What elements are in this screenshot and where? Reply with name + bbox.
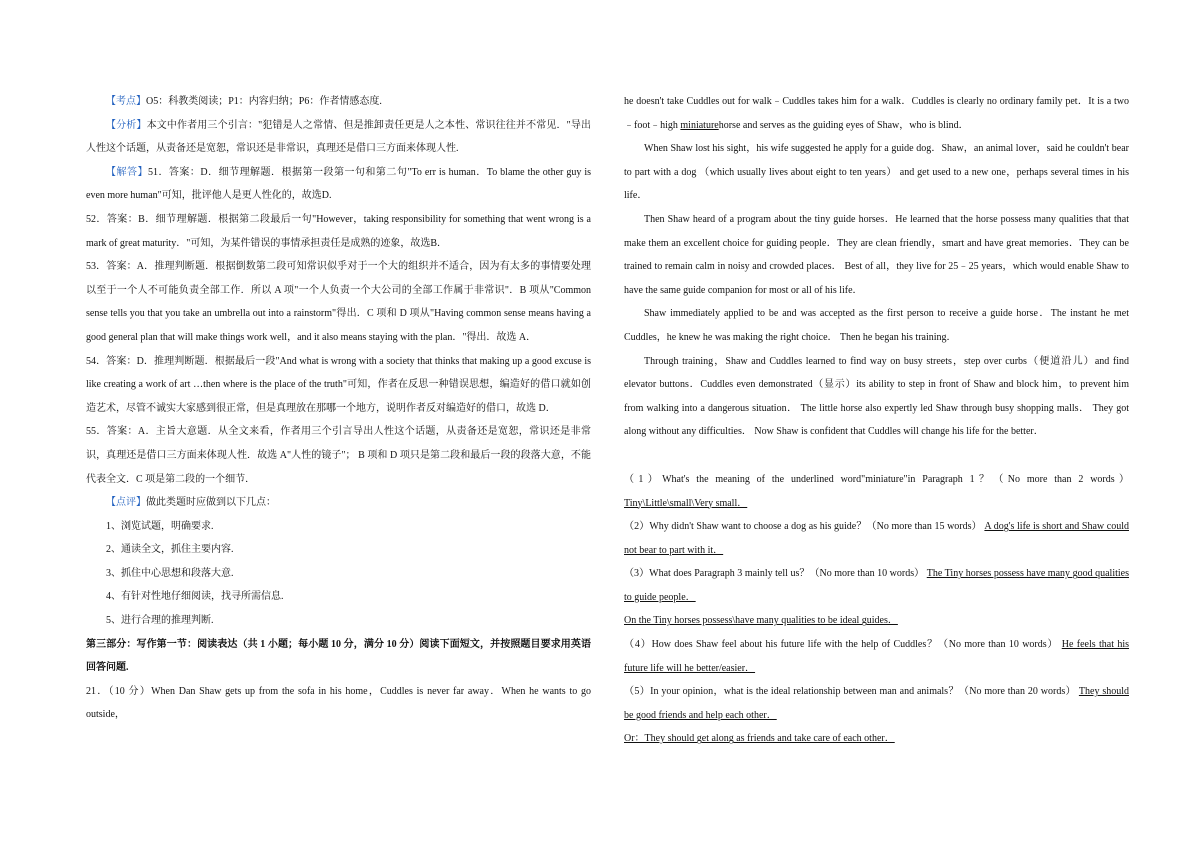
answer-5-alternative: Or：They should get along as friends and take care of each other． xyxy=(624,733,895,745)
question-3-text: （3）What does Paragraph 3 mainly tell us？（No more than 10 words） xyxy=(624,568,925,580)
p1-after: horse and serves as the guiding eyes of Shaw，who is blind． xyxy=(718,119,969,131)
dianping-text: 做此类题时应做到以下几点： xyxy=(146,497,276,509)
question-21-start: 21．（10 分）When Dan Shaw gets up from the sofa in his home，Cuddles is never far away．When he wants to go outside， xyxy=(86,685,591,721)
answer-5-alt xyxy=(624,727,1129,751)
jieda-paragraph xyxy=(86,161,591,208)
left-column xyxy=(86,90,591,727)
answer-2: A dog's life is short and Shaw could not bear to part with it． xyxy=(624,521,1129,556)
answer-53: 53．答案：A．推理判断题．根据倒数第二段可知常识似乎对于一个大的组织并不适合，因为有太多的事情要处理以至于一个人不可能负责全部工作．所以 A 项"一个人负责一个大公司的全部工作属于非常识"．B 项从"Common sense tells you that you take an umbrella out into a rainstorm"得出．C 项和 D 项从"Having common sense means having a good general plan that will make things work well，and it also means staying with the plan．"得出．故选 A． xyxy=(86,261,591,343)
dianping-paragraph xyxy=(86,491,591,515)
underlined-word-miniature: miniature xyxy=(680,119,719,131)
step-item-4: 4、有针对性地仔细阅读，找寻所需信息. xyxy=(106,591,284,603)
step-item-5: 5、进行合理的推理判断. xyxy=(106,615,214,627)
answer-54: 54．答案：D．推理判断题．根据最后一段"And what is wrong with a society that thinks that making up a good excuse is like creating a work of art …then where is the place of the truth"可知，作者在反思一种错误思想，编造好的借口就如创造艺术，尽管不诚实大家感到很正常，但是真理放在那哪一个地方，说明作者反对编造好的借口，故选 D． xyxy=(86,355,591,414)
question-3 xyxy=(624,562,1129,609)
question-4-text: （4）How does Shaw feel about his future life with the help of Cuddles？（No more than 10 words） xyxy=(624,639,1059,651)
kaodian-text: O5：科教类阅读；P1：内容归纳；P6：作者情感态度. xyxy=(146,96,382,107)
answer-3-alternative: On the Tiny horses possess\have many qualities to be ideal guides． xyxy=(624,615,898,627)
dianping-tag: 【点评】 xyxy=(106,497,146,509)
answer-5: They should be good friends and help each other． xyxy=(624,686,1129,721)
kaodian-tag: 【考点】 xyxy=(106,96,146,107)
questions-block xyxy=(624,468,1129,751)
passage-paragraph-1 xyxy=(624,90,1129,137)
question-2 xyxy=(624,515,1129,562)
answer-3-alt xyxy=(624,609,1129,633)
section-heading: 第三部分：写作第一节：阅读表达（共 1 小题；每小题 10 分，满分 10 分）阅读下面短文，并按照题目要求用英语回答问题. xyxy=(86,638,591,674)
fenxi-tag: 【分析】 xyxy=(106,119,147,131)
question-1 xyxy=(624,468,1129,515)
question-4 xyxy=(624,633,1129,680)
question-1-text: （1）What's the meaning of the underlined word"miniature"in Paragraph 1？（No more than 2 words） xyxy=(624,473,1129,485)
step-item-1: 1、浏览试题，明确要求. xyxy=(106,520,214,532)
passage-paragraph-4: Shaw immediately applied to be and was accepted as the first person to receive a guide horse．The instant he met Cuddles，he knew he was making the right choice． Then he began his training． xyxy=(624,308,1129,343)
fenxi-paragraph xyxy=(86,114,591,161)
passage-paragraph-5: Through training，Shaw and Cuddles learned to find way on busy streets，step over curbs（便道沿儿）and find elevator buttons．Cuddles even demonstrated（显示）its ability to step in front of Shaw and block him，to prevent him from walking into a dangerous situation． The little horse also expertly led Shaw through busy shopping malls． They got along without any difficulties． Now Shaw is confident that Cuddles will change his life for the better． xyxy=(624,355,1129,438)
step-item-2: 2、通读全文，抓住主要内容. xyxy=(106,544,234,556)
p1-before: he doesn't take Cuddles out for walk﹣Cuddles takes him for a walk．Cuddles is clearly no ordinary family pet．It is a two﹣foot﹣high xyxy=(624,96,1129,131)
right-column xyxy=(624,90,1129,751)
kaodian-paragraph xyxy=(86,90,591,114)
answer-4: He feels that his future life will he better/easier． xyxy=(624,639,1130,674)
fenxi-text: 本文中作者用三个引言："犯错是人之常情、但是推卸责任更是人之本性、常识往往并不常见．"导出人性这个话题，从责备还是宽恕，常识还是非常识，真理还是借口三方面来体现人性. xyxy=(86,119,592,155)
passage-paragraph-2: When Shaw lost his sight，his wife suggested he apply for a guide dog．Shaw，an animal lover，said he couldn't bear to part with a dog （which usually lives about eight to ten years） and get used to a new one，perhaps several times in his life． xyxy=(624,143,1129,202)
jieda-tag: 【解答】 xyxy=(106,166,148,178)
answer-55: 55．答案：A．主旨大意题．从全文来看，作者用三个引言导出人性这个话题，从责备还是宽恕，常识还是非常识，真理还是借口三方面来体现人性．故选 A"人性的镜子"； B 项和 D 项只是第二段和最后一段的段落大意，不能代表全文．C 项是第二段的一个细节． xyxy=(86,426,591,485)
passage-paragraph-3: Then Shaw heard of a program about the tiny guide horses．He learned that the horse possess many qualities that that make them an excellent choice for guiding people．They are clean friendly，smart and have great memories．They can be trained to remain calm in noisy and crowded places． Best of all，they live for 25﹣25 years，which would enable Shaw to have the same guide companion for most or all of his life． xyxy=(624,213,1129,296)
answer-3: The Tiny horses possess have many good qualities to guide people． xyxy=(624,568,1129,603)
spacer xyxy=(624,444,1129,468)
answer-52: 52．答案：B．细节理解题．根据第二段最后一句"However，taking responsibility for something that went wrong is a mark of great maturity．"可知，为某件错误的事情承担责任是成熟的迹象，故选B． xyxy=(86,213,591,249)
question-5 xyxy=(624,680,1129,727)
step-item-3: 3、抓住中心思想和段落大意. xyxy=(106,567,234,579)
question-5-text: （5）In your opinion，what is the ideal relationship between man and animals？（No more than 20 words） xyxy=(624,686,1076,698)
jieda-text: 51．答案：D．细节理解题．根据第一段第一句和第二句"To err is human．To blame the other guy is even more human"可知，批评他人是更人性化的，故选D. xyxy=(86,166,591,202)
question-2-text: （2）Why didn't Shaw want to choose a dog as his guide？（No more than 15 words） xyxy=(624,521,982,533)
answer-1: Tiny\Little\small\Very small． xyxy=(624,497,748,509)
